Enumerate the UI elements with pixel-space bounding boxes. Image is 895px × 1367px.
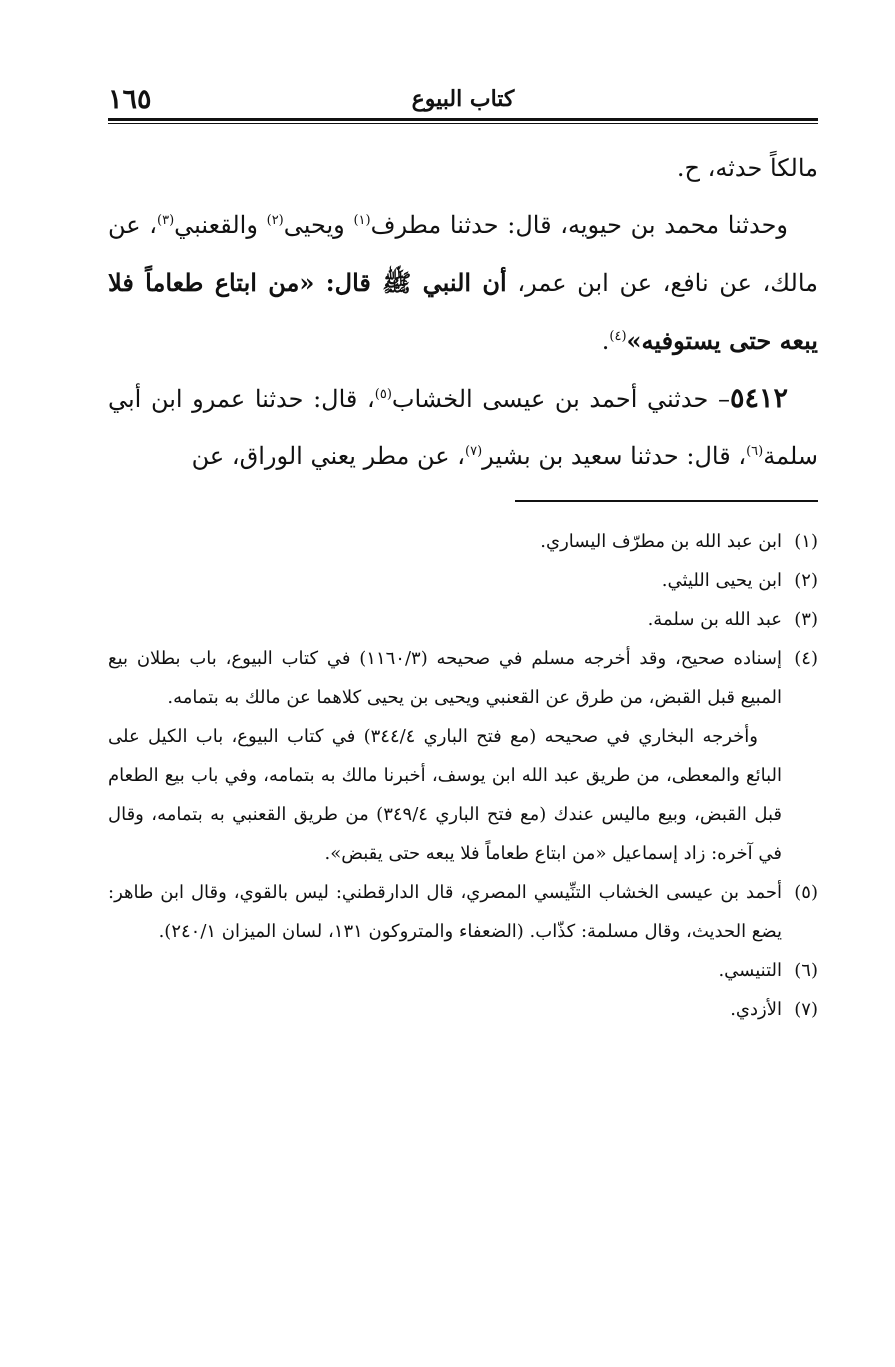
footnote-ref-4: (٤)	[609, 329, 627, 344]
footnote-text: ابن يحيى الليثي.	[661, 570, 782, 591]
text-span: ويحيى	[283, 211, 354, 239]
page-header	[108, 80, 818, 120]
footnote-text: الأزدي.	[730, 999, 782, 1020]
footnote-number: (٣)	[794, 609, 818, 630]
footnote-ref-7: (٧)	[465, 444, 483, 459]
footnote-text: أحمد بن عيسى الخشاب التنِّيسي المصري، قال الدارقطني: ليس بالقوي، وقال ابن طاهر: يضع الحديث، وقال مسلمة: كذّاب. (الضعفاء والمتروكون ١٣١، لسان الميزان ٢٤٠/١).	[108, 882, 782, 942]
footnote-text: ابن عبد الله بن مطرّف اليساري.	[540, 531, 782, 552]
footnote-ref-2: (٢)	[266, 213, 284, 228]
footnote-ref-5: (٥)	[374, 387, 392, 402]
paragraph-2	[108, 197, 818, 370]
footnote-number: (١)	[794, 531, 818, 552]
text-span: – حدثني أحمد بن عيسى الخشاب	[391, 385, 730, 413]
footnote-6	[108, 951, 818, 990]
text-span: ، قال: حدثنا سعيد بن بشير	[482, 442, 747, 470]
footnote-number: (٧)	[794, 999, 818, 1020]
footnote-4-continuation: وأخرجه البخاري في صحيحه (مع فتح الباري ٣٤٤/٤) في كتاب البيوع، باب الكيل على البائع والمعطى، من طريق عبد الله ابن يوسف، أخبرنا مالك به بتمامه، وفي باب بيع الطعام قبل القبض، وبيع ماليس عندك (مع فتح الباري ٣٤٩/٤) من طريق القعنبي به بتمامه، وقال في آخره: زاد إسماعيل «من ابتاع طعاماً فلا يبعه حتى يقبض».	[108, 726, 782, 864]
footnote-ref-6: (٦)	[746, 444, 764, 459]
footnote-text: عبد الله بن سلمة.	[647, 609, 782, 630]
text-span: وحدثنا محمد بن حيويه، قال: حدثنا مطرف	[370, 211, 789, 239]
header-rule-thick	[108, 118, 818, 121]
footnote-number: (٥)	[794, 882, 818, 903]
footnote-separator	[515, 500, 818, 502]
text-span: ، عن مطر يعني الوراق، عن	[191, 442, 465, 470]
text-span: ، قال: حدثنا عمرو ابن أبي سلمة	[108, 385, 818, 470]
footnote-text: التنيسي.	[718, 960, 782, 981]
footnote-text: إسناده صحيح، وقد أخرجه مسلم في صحيحه (١١٦٠/٣) في كتاب البيوع، باب بطلان بيع المبيع قبل القبض، من طرق عن القعنبي ويحيى بن يحيى كلاهما عن مالك به بتمامه.	[108, 648, 782, 708]
footnote-number: (٤)	[794, 648, 818, 669]
header-rule-thin	[108, 123, 818, 124]
running-title: كتاب البيوع	[411, 86, 515, 112]
footnote-number: (٢)	[794, 570, 818, 591]
text-span: مالكاً حدثه، ح.	[676, 154, 818, 182]
footnote-5	[108, 873, 818, 951]
paragraph-3	[108, 370, 818, 485]
footnotes	[108, 522, 818, 1029]
footnote-1	[108, 522, 818, 561]
footnote-ref-3: (٣)	[157, 213, 175, 228]
footnote-7	[108, 990, 818, 1029]
main-text	[108, 140, 818, 485]
footnote-4	[108, 639, 818, 717]
hadith-text-bold: أن النبي ﷺ قال: «من ابتاع طعاماً فلا يبعه حتى يستوفيه»	[108, 268, 818, 355]
footnote-3	[108, 600, 818, 639]
text-span: ، عن مالك، عن نافع، عن ابن عمر،	[108, 211, 818, 297]
text-span: والقعنبي	[174, 211, 267, 239]
footnote-2	[108, 561, 818, 600]
paragraph-1	[108, 140, 818, 197]
hadith-number: ٥٤١٢	[729, 383, 788, 414]
footnote-number: (٦)	[794, 960, 818, 981]
footnote-ref-1: (١)	[353, 213, 371, 228]
page-number: ١٦٥	[108, 84, 152, 115]
text-span: .	[601, 327, 610, 355]
